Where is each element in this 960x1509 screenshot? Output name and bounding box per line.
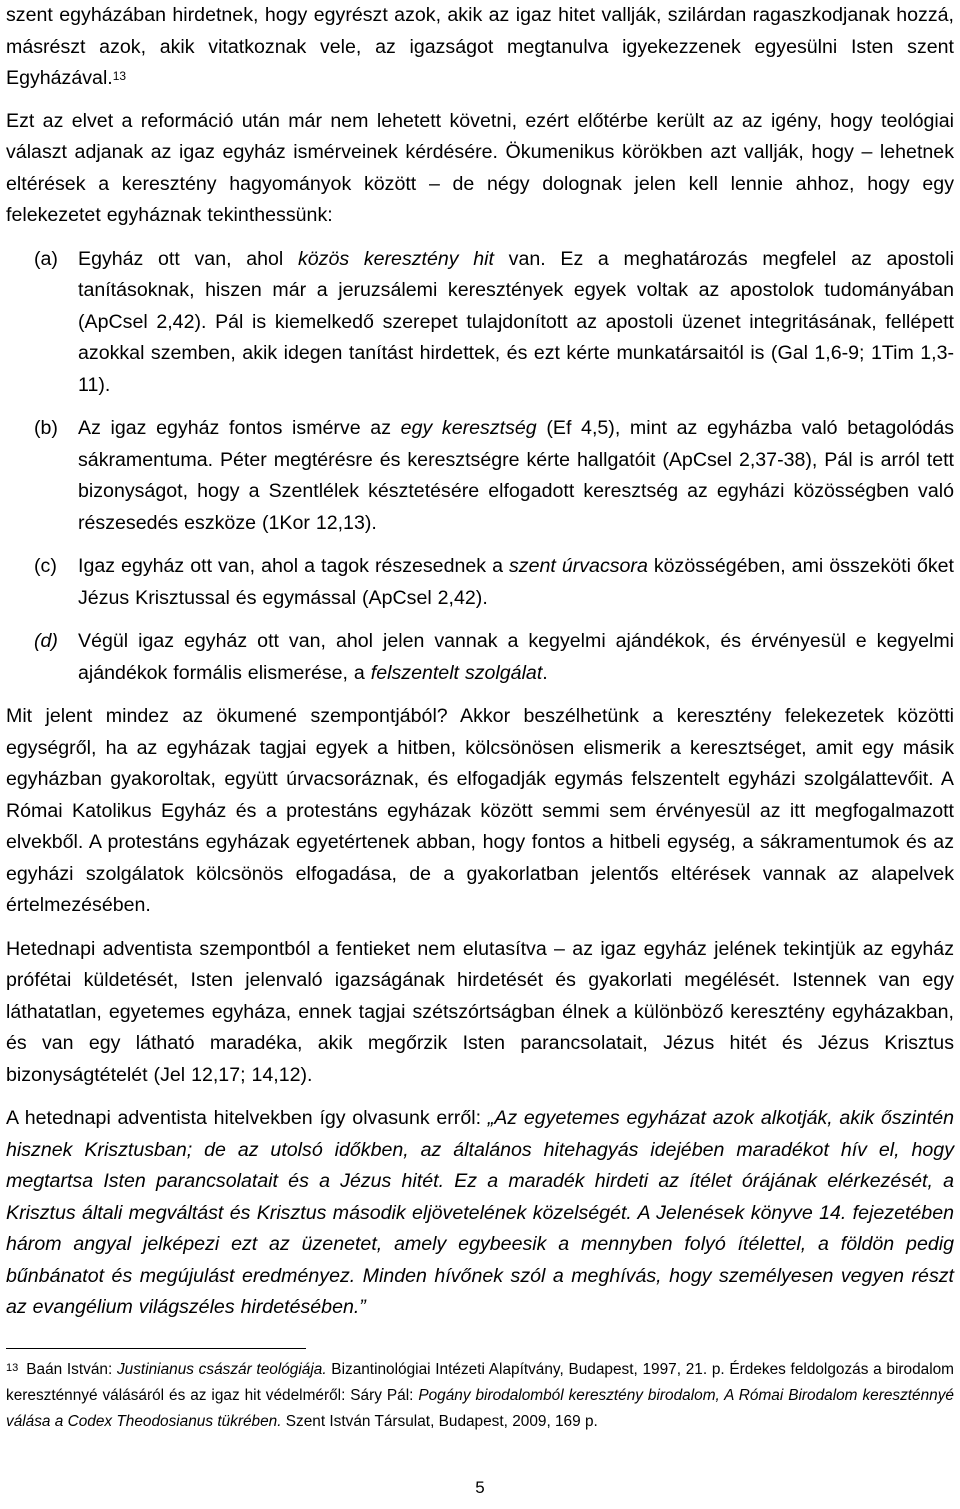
list-item-c: [6, 551, 954, 614]
paragraph-4: Hetednapi adventista szempontból a fentieket nem elutasítva – az igaz egyház jelének tekintjük az egyház prófétai küldetését, Isten jelenvaló igazságának hirdetését és gyakorlati megélését. Istennek van egy láthatatlan, egyetemes egyháza, ennek tagjai szétszórtságban élnek a különböző keresztény egyházakban, és van egy látható maradéka, akik megőrzik Isten parancsolatait, Jézus hitét és Jézus Krisztus bizonyságtételét (Jel 12,17; 14,12).: [6, 937, 954, 1086]
list-item-b: [6, 413, 954, 539]
footnote-reference[interactable]: 13: [112, 69, 127, 83]
paragraph-2: Ezt az elvet a reformáció után már nem lehetett követni, ezért előtérbe került az az igény, hogy teológiai választ adjanak az igaz egyház ismérveinek kérdésére. Ökumenikus körökben azt vallják, hogy – lehetnek eltérések a keresztény hagyományok között – de négy dolognak jelen kell lennie ahhoz, hogy egy felekezetet egyháznak tekinthessünk:: [6, 109, 954, 226]
doctrine-quote: „Az egyetemes egyházat azok alkotják, akik őszintén hisznek Krisztusban; de az utolsó időkben, az általános hitehagyás idejében maradékot hív el, hogy megtartsa Isten parancsolatait és a Jézus hitét. Ez a maradék hirdeti az ítélet órájának elérkezését, a Krisztus általi megváltást és Krisztus második eljövetelének közelségét. A Jelenések könyve 14. fejezetében három angyal jelképezi ezt az üzenetet, amely egybeesik a mennyben folyó ítélettel, a földön pedig bűnbánatot és megújulást eredményez. Minden hívőnek szól a meghívás, hogy személyesen vegyen részt az evangélium világszéles hirdetésében.”: [6, 1107, 954, 1318]
list-text: Igaz egyház ott van, ahol a tagok részesednek a: [78, 555, 509, 577]
page-number: 5: [475, 1478, 485, 1497]
list-text: Egyház ott van, ahol: [78, 247, 298, 270]
list-emphasis: szent úrvacsora: [508, 555, 648, 577]
footnote-separator: [6, 1348, 306, 1349]
list-item-a: [6, 244, 954, 402]
list-text: közösségében, ami összeköti őket Jézus Krisztussal és egymással (ApCsel 2,42).: [78, 555, 954, 609]
footnote-title: Pogány birodalomból keresztény birodalom, A Római Birodalom kereszténnyé válása a Codex Theodosianus tükrében.: [6, 1386, 954, 1430]
list-marker: (a): [34, 247, 58, 270]
list-marker: (d): [34, 630, 58, 652]
list-marker: (b): [34, 417, 58, 439]
footnote-title: Justinianus császár teológiája.: [116, 1360, 327, 1378]
footnote-13: [6, 1357, 954, 1435]
paragraph-1-text: szent egyházában hirdetnek, hogy egyrészt azok, akik az igaz hitet vallják, szilárdan ragaszkodjanak hozzá, másrészt azok, akik vitatkoznak vele, az igazságot megtanulva igyekezzenek egyesülni Isten szent Egyházával.: [6, 4, 954, 89]
document-page: [6, 0, 954, 1435]
list-text: van. Ez a meghatározás megfelel az apostoli tanításoknak, hiszen már a jeruzsálemi keresztények egyek voltak az apostolok tudományában (ApCsel 2,42). Pál is kiemelkedő szerepet tulajdonított az apostoli üzenet integritásának, fellépett azokkal szemben, akik idegen tanítást hirdettek, és ezt kérte munkatársaitól is (Gal 1,6-9; 1Tim 1,3-11).: [78, 247, 955, 396]
footnote-number: 13: [6, 1361, 19, 1374]
paragraph-3: Mit jelent mindez az ökumené szempontjából? Akkor beszélhetünk a keresztény felekezetek közötti egységről, ha az egyházak tagjai egyek a hitben, kölcsönösen elismerik a keresztséget, amit egy másik egyházban gyakoroltak, együtt úrvacsoráznak, és elfogadják egymás felszentelt egyházi szolgálattevőit. A Római Katolikus Egyház és a protestáns egyházak között semmi sem érvényesül az itt megfogalmazott elvekből. A protestáns egyházak egyetértenek abban, hogy fontos a hitbeli egység, a sákramentumok és az egyházi szolgálatok kölcsönös elfogadása, de a gyakorlatban jelentős eltérések vannak az alapelvek értelmezésében.: [6, 705, 954, 916]
list-text: Az igaz egyház fontos ismérve az: [78, 417, 401, 439]
paragraph-1: [6, 0, 954, 95]
list-marker: (c): [34, 555, 57, 577]
paragraph-5: [6, 1103, 954, 1324]
list-emphasis: közös keresztény hit: [297, 247, 494, 270]
list-emphasis: egy keresztség: [400, 417, 537, 439]
footnote-text: Szent István Társulat, Budapest, 2009, 169 p.: [281, 1412, 598, 1430]
paragraph-5-intro: A hetednapi adventista hitelvekben így olvasunk erről:: [6, 1107, 488, 1129]
list-text: (Ef 4,5), mint az egyházba való betagolódás sákramentuma. Péter megtérésre és keresztségre kérte hallgatóit (ApCsel 2,37-38), Pál is arról tett bizonyságot, hogy a Szentlélek késztetésére elfogadott keresztség az egyházi közösségben való részesedés eszköze (1Kor 12,13).: [78, 417, 955, 534]
footnote-text: Baán István:: [26, 1360, 117, 1378]
footnote-text: Bizantinológiai Intézeti Alapítvány, Budapest, 1997, 21. p. Érdekes feldolgozás a birodalom kereszténnyé válásáról és az igaz hit védelméről: Sáry Pál:: [6, 1360, 954, 1404]
list-text: Végül igaz egyház ott van, ahol jelen vannak a kegyelmi ajándékok, és érvényesül e kegyelmi ajándékok formális elismerése, a: [78, 630, 954, 684]
list-emphasis: felszentelt szolgálat: [370, 661, 543, 684]
list-item-d: [6, 626, 954, 689]
list-text: .: [542, 661, 548, 684]
